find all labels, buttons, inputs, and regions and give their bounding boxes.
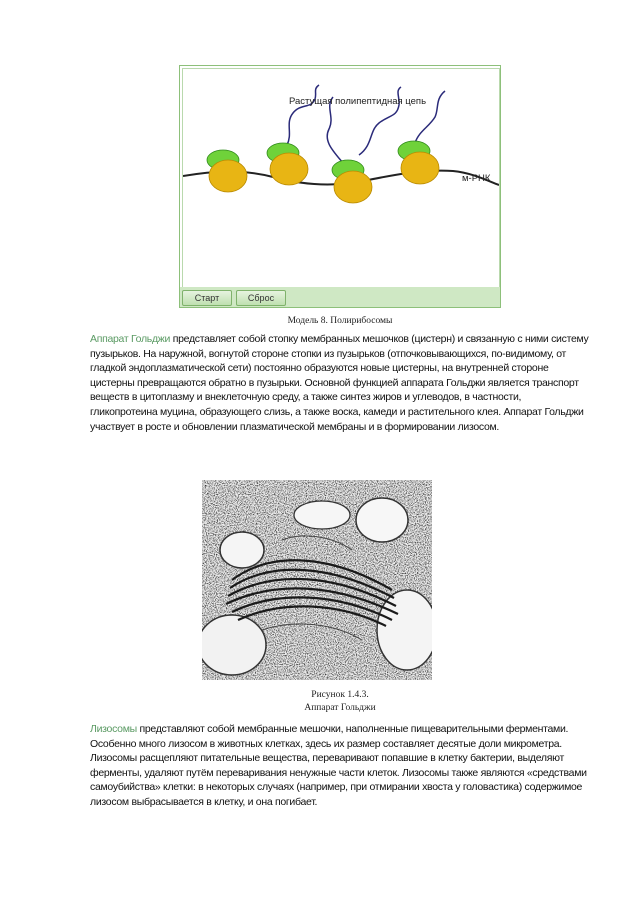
chain-label: Растущая полипептидная цепь xyxy=(289,96,427,107)
lysosome-term: Лизосомы xyxy=(90,723,137,735)
golgi-text: представляет собой стопку мембранных мешочков (цистерн) и связанную с ними систему пузырьков. На наружной, вогнутой стороне стопки из пузырьков (отпочковывающихся, по-видимому, от гладкой эндоплазматической сети) постоянно образуются новые цистерны, на внутренней стороне цистерны превращаются обратно в пузырьки. Основной функцией аппарата Гольджи является транспорт веществ в цитоплазму и внеклеточную среду, а также синтез жиров и углеводов, в частности, гликопротеина муцина, образующего слизь, а также воска, камеди и растительного клея. Аппарат Гольджи участвует в росте и обновлении плазматической мембраны и в формировании лизосом. xyxy=(90,333,589,433)
lysosome-text: представляют собой мембранные мешочки, наполненные пищеварительными ферментами. Особенно много лизосом в животных клетках, здесь их размер составляет десятые доли микрометра. Лизосомы расщепляют питательные вещества, переваривают попавшие в клетку бактерии, выделяют ферменты, удаляют путём переваривания ненужные части клеток. Лизосомы также являются «средствами самоубийства» клетки: в некоторых случаях (например, при отмирании хвоста у головастика) содержимое лизосом выбрасывается в клетку, и она погибает. xyxy=(90,723,587,808)
model-control-bar xyxy=(180,287,500,307)
ribosome-large-subunit xyxy=(334,171,372,203)
start-button[interactable]: Старт xyxy=(182,290,232,306)
ribosome-large-subunit xyxy=(270,153,308,185)
golgi-micrograph xyxy=(202,480,432,680)
lysosome-paragraph xyxy=(90,722,590,810)
polypeptide-chain-1 xyxy=(287,85,319,145)
golgi-term: Аппарат Гольджи xyxy=(90,333,171,345)
ribosome-large-subunit xyxy=(209,160,247,192)
polyribosome-model xyxy=(179,65,501,308)
model-canvas xyxy=(182,68,500,288)
reset-button[interactable]: Сброс xyxy=(236,290,286,306)
figure-caption-line2: Аппарат Гольджи xyxy=(304,703,376,713)
figure-caption-line1: Рисунок 1.4.3. xyxy=(311,690,369,700)
golgi-micrograph-image xyxy=(202,480,432,680)
ribosome-large-subunit xyxy=(401,152,439,184)
mrna-label: м-РНК xyxy=(462,173,491,184)
polyribosome-diagram xyxy=(183,69,499,287)
model-caption: Модель 8. Полирибосомы xyxy=(287,316,393,326)
golgi-paragraph xyxy=(90,332,590,434)
